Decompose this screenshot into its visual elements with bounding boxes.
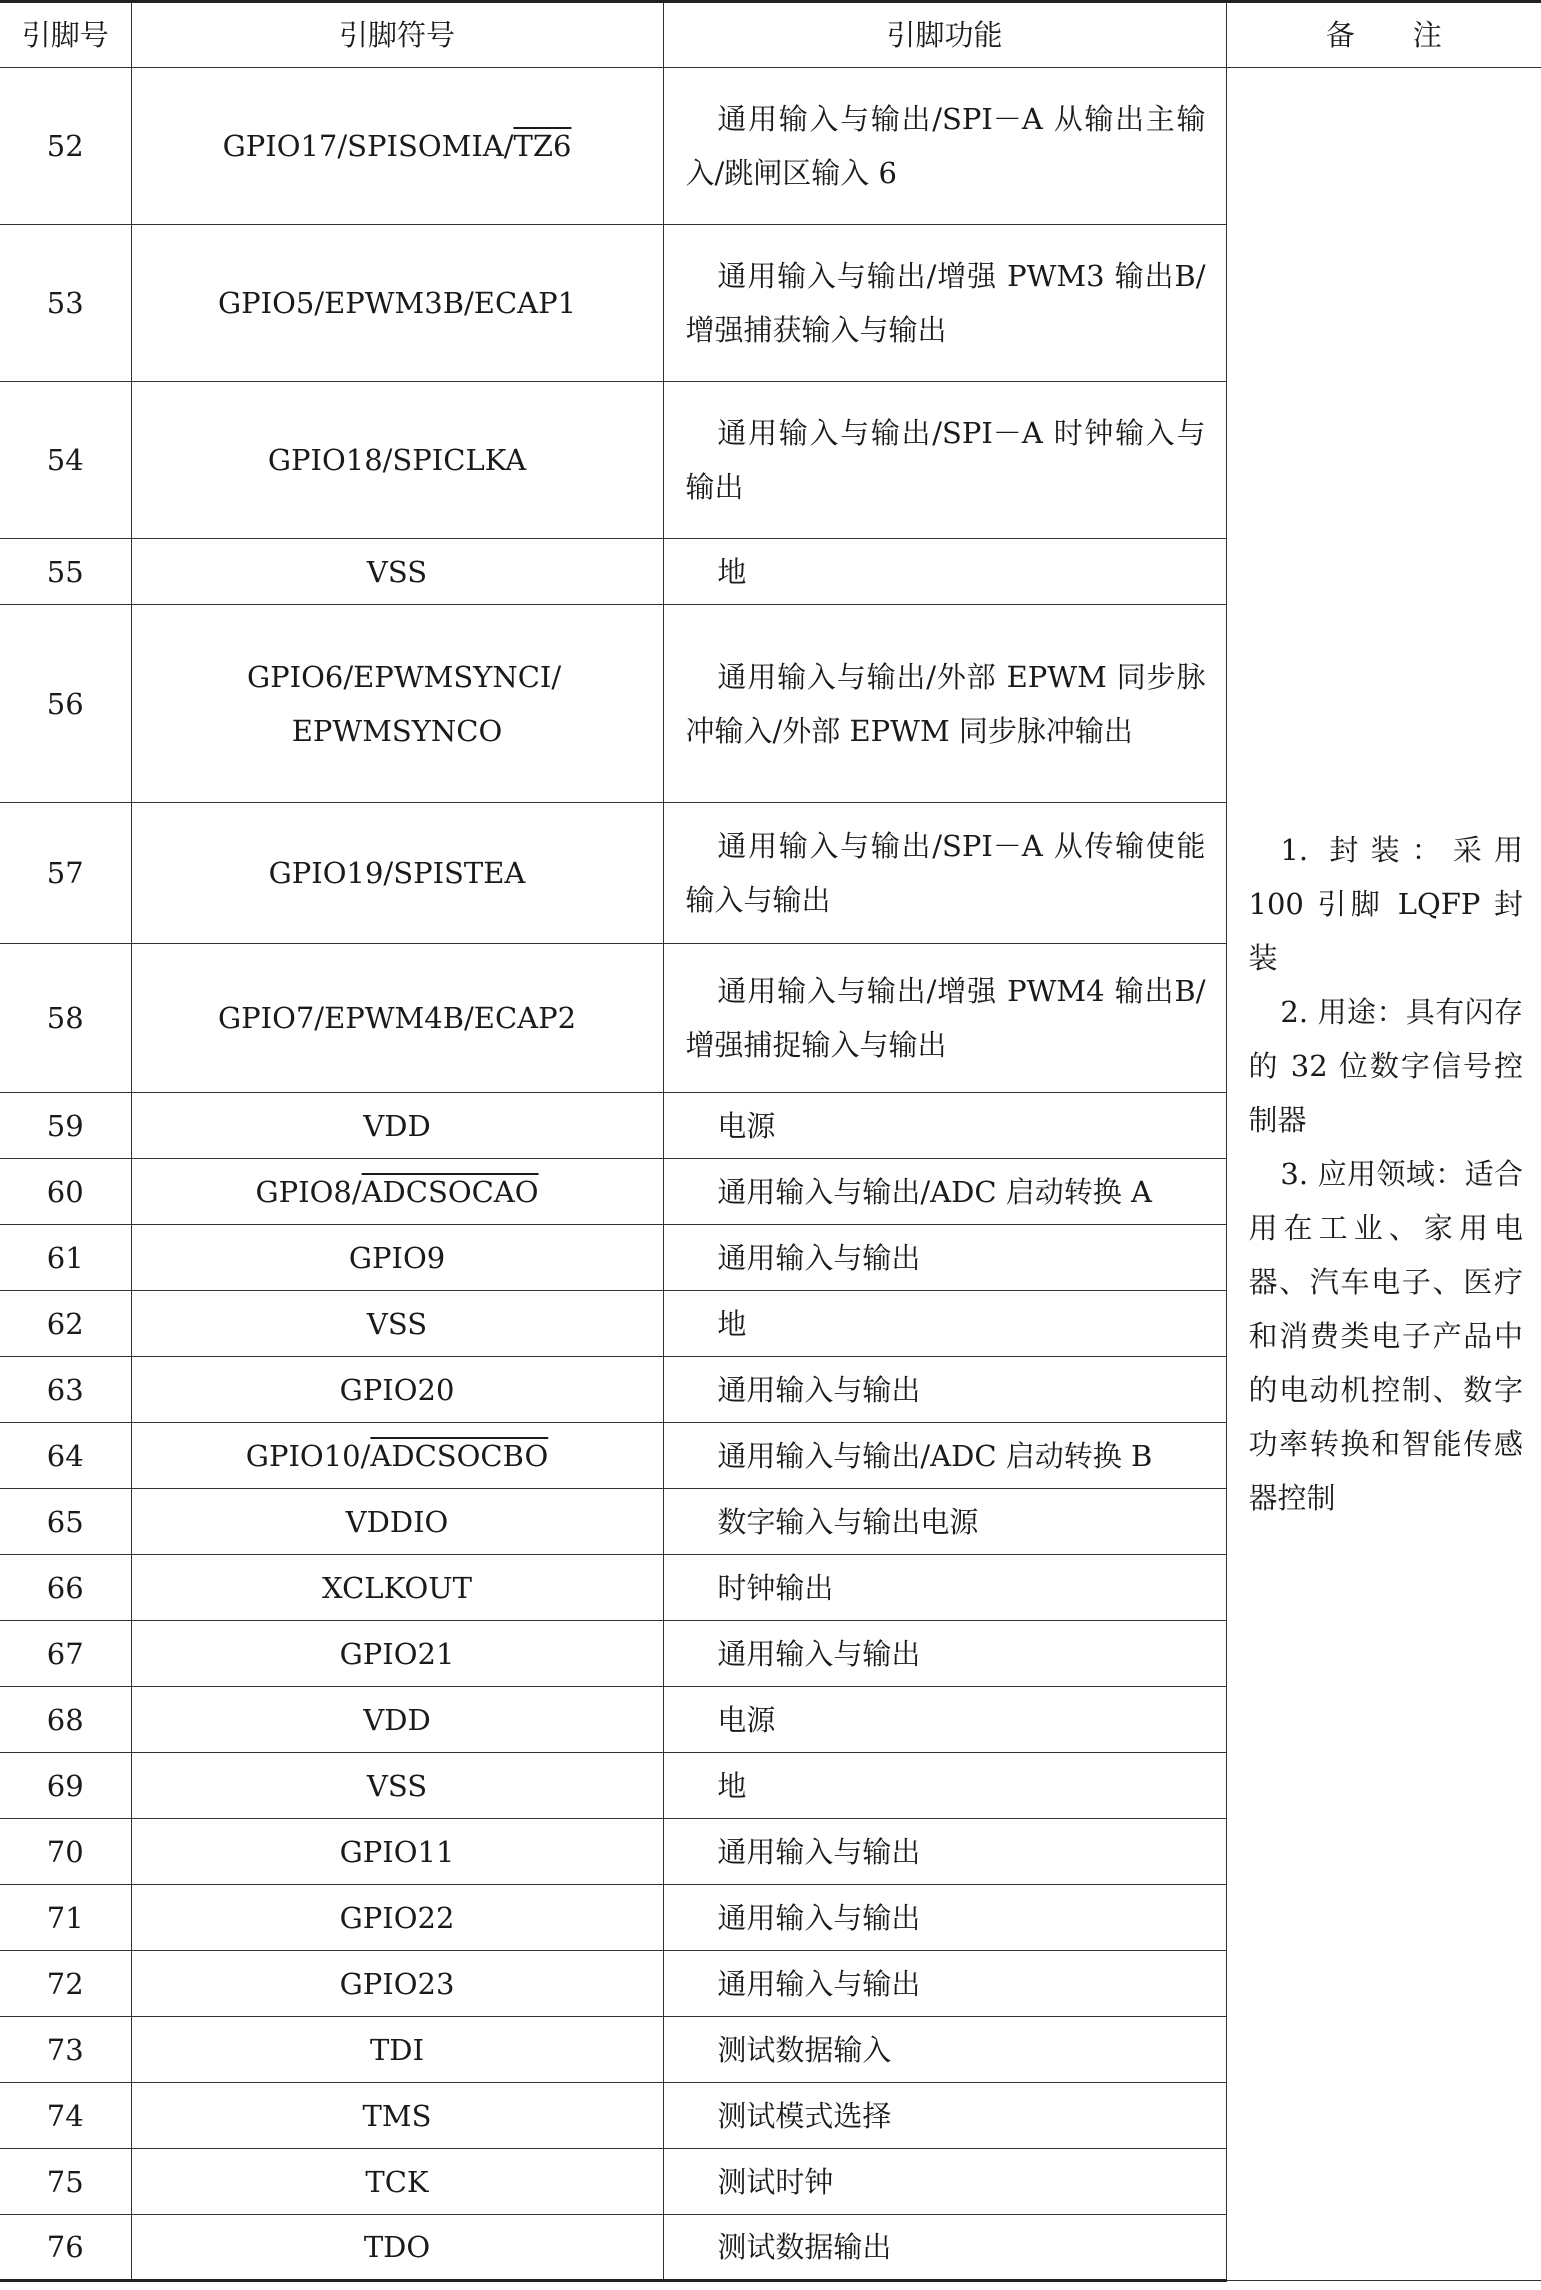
pin-function [663, 2149, 1226, 2215]
pin-symbol [131, 2017, 663, 2083]
pin-function [663, 1225, 1226, 1291]
pin-number: 56 [0, 605, 131, 803]
pin-number: 73 [0, 2017, 131, 2083]
header-remarks: 备 注 [1226, 2, 1541, 68]
pin-function-text: 通用输入与输出 [717, 1900, 921, 1935]
pin-symbol-text: VSS [366, 1306, 428, 1341]
pin-number: 72 [0, 1951, 131, 2017]
remark-item: 2. 用途：具有闪存的 32 位数字信号控制器 [1248, 995, 1523, 1137]
pin-function [663, 1687, 1226, 1753]
pin-symbol [131, 1423, 663, 1489]
pin-function-text: 通用输入与输出/增强 PWM4 输出B/增强捕捉输入与输出 [685, 974, 1206, 1062]
pin-number: 76 [0, 2215, 131, 2281]
pin-symbol [131, 2083, 663, 2149]
header-row [0, 2, 1541, 68]
pin-function-text: 通用输入与输出/外部 EPWM 同步脉冲输入/外部 EPWM 同步脉冲输出 [685, 659, 1206, 748]
pin-function-text: 数字输入与输出电源 [717, 1504, 979, 1539]
pin-symbol [131, 225, 663, 382]
pin-number: 75 [0, 2149, 131, 2215]
pin-symbol-text: GPIO21 [339, 1636, 455, 1671]
pin-symbol [131, 1819, 663, 1885]
pin-symbol-text: VSS [366, 1768, 428, 1803]
pin-function [663, 1291, 1226, 1357]
pin-symbol-text: GPIO19/SPISTEA [268, 856, 526, 890]
pin-function-text: 通用输入与输出/增强 PWM3 输出B/增强捕获输入与输出 [685, 259, 1206, 347]
pin-function-text: 测试时钟 [717, 2164, 834, 2199]
pin-function-text: 通用输入与输出/SPI－A 从输出主输入/跳闸区输入 6 [685, 102, 1206, 190]
pin-function [663, 1885, 1226, 1951]
pin-function-text: 通用输入与输出 [717, 1240, 921, 1275]
pin-symbol-text: VDD [363, 1702, 431, 1737]
pin-function [663, 944, 1226, 1093]
pin-symbol-active-low: ADCSOCBO [370, 1438, 549, 1473]
pin-symbol [131, 2215, 663, 2281]
pin-symbol [131, 68, 663, 225]
pin-number: 68 [0, 1687, 131, 1753]
pin-symbol-text: VDDIO [345, 1504, 449, 1539]
pin-function [663, 1159, 1226, 1225]
pin-function [663, 2215, 1226, 2281]
pin-symbol-text: GPIO18/SPICLKA [267, 443, 527, 477]
pin-symbol [131, 803, 663, 944]
pin-symbol [131, 1687, 663, 1753]
remark-item: 1. 封装：采用 100 引脚 LQFP 封装 [1248, 833, 1523, 975]
pin-symbol-text: GPIO10/ [245, 1438, 371, 1473]
pin-symbol-text: VDD [363, 1108, 431, 1143]
header-pin-number: 引脚号 [0, 2, 131, 68]
pin-symbol [131, 1357, 663, 1423]
pin-symbol-text: GPIO22 [339, 1900, 455, 1935]
pin-symbol [131, 382, 663, 539]
pin-function [663, 1093, 1226, 1159]
pin-symbol-text: GPIO5/EPWM3B/ECAP1 [217, 286, 577, 320]
pin-symbol-text: TCK [365, 2164, 429, 2199]
pin-symbol [131, 539, 663, 605]
pin-symbol-text: GPIO20 [339, 1372, 455, 1407]
header-pin-function: 引脚功能 [663, 2, 1226, 68]
pin-number: 60 [0, 1159, 131, 1225]
pin-symbol-text: GPIO23 [339, 1966, 455, 2001]
pin-function [663, 1489, 1226, 1555]
pin-function-text: 通用输入与输出 [717, 1966, 921, 2001]
pin-symbol [131, 1555, 663, 1621]
pin-symbol [131, 944, 663, 1093]
pin-symbol [131, 1225, 663, 1291]
pin-number: 71 [0, 1885, 131, 1951]
pin-function [663, 2017, 1226, 2083]
pin-function [663, 382, 1226, 539]
pin-function-text: 通用输入与输出/SPI－A 从传输使能输入与输出 [685, 829, 1206, 917]
pin-symbol-text: GPIO8/ [255, 1174, 362, 1209]
pin-symbol-text: GPIO11 [339, 1834, 455, 1869]
pin-function [663, 225, 1226, 382]
pin-number: 74 [0, 2083, 131, 2149]
pin-function-text: 电源 [717, 1108, 776, 1143]
pin-symbol [131, 2149, 663, 2215]
pin-symbol [131, 1489, 663, 1555]
pin-symbol [131, 1093, 663, 1159]
pin-function [663, 1357, 1226, 1423]
pin-number: 58 [0, 944, 131, 1093]
table-row [0, 68, 1541, 225]
pin-function-text: 通用输入与输出 [717, 1372, 921, 1407]
pin-number: 69 [0, 1753, 131, 1819]
pin-number: 62 [0, 1291, 131, 1357]
pin-function [663, 539, 1226, 605]
remark-item: 3. 应用领域：适合用在工业、家用电器、汽车电子、医疗和消费类电子产品中的电动机控制、数字功率转换和智能传感器控制 [1248, 1157, 1523, 1515]
pin-function-text: 测试数据输入 [717, 2032, 892, 2067]
pin-function-text: 电源 [717, 1702, 776, 1737]
pin-function-text: 地 [717, 1306, 747, 1341]
pin-number: 65 [0, 1489, 131, 1555]
pin-symbol-text: TMS [362, 2098, 432, 2133]
pin-function [663, 1555, 1226, 1621]
pin-symbol-text: TDO [363, 2230, 431, 2264]
pin-number: 63 [0, 1357, 131, 1423]
pin-function-text: 通用输入与输出/ADC 启动转换 A [717, 1174, 1152, 1209]
pin-symbol [131, 1885, 663, 1951]
pin-function [663, 1753, 1226, 1819]
pin-function-text: 地 [717, 1768, 747, 1803]
pin-number: 66 [0, 1555, 131, 1621]
pin-number: 52 [0, 68, 131, 225]
pin-number: 64 [0, 1423, 131, 1489]
pin-symbol-text: GPIO17/SPISOMIA/ [222, 129, 514, 163]
pin-function [663, 68, 1226, 225]
pin-symbol-text: GPIO6/EPWMSYNCI/ EPWMSYNCO [247, 659, 562, 748]
pin-symbol-text: VSS [366, 554, 428, 589]
pin-number: 67 [0, 1621, 131, 1687]
pin-symbol [131, 1621, 663, 1687]
pin-symbol [131, 605, 663, 803]
pin-function-text: 通用输入与输出/ADC 启动转换 B [717, 1438, 1153, 1473]
pin-number: 53 [0, 225, 131, 382]
pin-symbol-text: TDI [369, 2032, 425, 2067]
pin-number: 70 [0, 1819, 131, 1885]
pin-symbol [131, 1951, 663, 2017]
pin-function [663, 2083, 1226, 2149]
pin-function [663, 1621, 1226, 1687]
pin-number: 59 [0, 1093, 131, 1159]
header-pin-symbol: 引脚符号 [131, 2, 663, 68]
pin-function-text: 通用输入与输出/SPI－A 时钟输入与输出 [685, 416, 1206, 504]
pin-symbol [131, 1291, 663, 1357]
pin-function-text: 测试模式选择 [717, 2098, 892, 2133]
pin-symbol-text: XCLKOUT [321, 1570, 473, 1605]
pin-number: 55 [0, 539, 131, 605]
pin-symbol-active-low: ADCSOCAO [361, 1174, 539, 1209]
pin-symbol-text: GPIO7/EPWM4B/ECAP2 [217, 1001, 577, 1035]
pin-function [663, 1423, 1226, 1489]
pin-symbol [131, 1159, 663, 1225]
pin-function-text: 通用输入与输出 [717, 1834, 921, 1869]
pin-symbol-active-low: TZ6 [513, 129, 572, 163]
pin-function-text: 测试数据输出 [717, 2230, 892, 2264]
pin-symbol-text: GPIO9 [348, 1240, 446, 1275]
pin-function-text: 地 [717, 554, 747, 589]
pin-function [663, 803, 1226, 944]
pin-number: 61 [0, 1225, 131, 1291]
remarks-cell [1226, 68, 1541, 2281]
pin-symbol [131, 1753, 663, 1819]
pin-number: 57 [0, 803, 131, 944]
pin-function-text: 时钟输出 [717, 1570, 834, 1605]
pin-function [663, 1951, 1226, 2017]
pin-function-text: 通用输入与输出 [717, 1636, 921, 1671]
pin-function [663, 1819, 1226, 1885]
pin-number: 54 [0, 382, 131, 539]
pin-function [663, 605, 1226, 803]
